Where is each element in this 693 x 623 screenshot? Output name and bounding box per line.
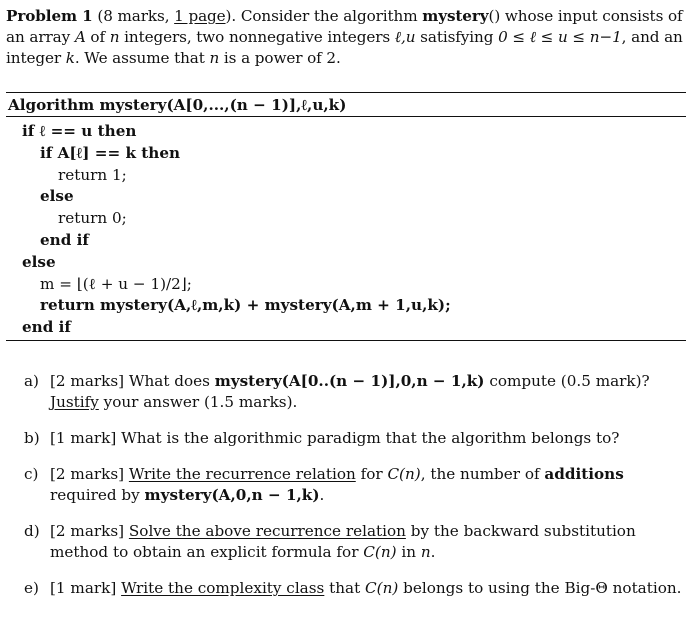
vars-l-u: ℓ,u [394, 28, 416, 46]
algo-line-7: else [22, 252, 56, 271]
problem-label: Problem 1 [6, 7, 93, 25]
question-b [24, 428, 684, 449]
var-n-2: n [209, 49, 220, 67]
question-text: . [319, 486, 325, 504]
algorithm-body [6, 117, 686, 343]
question-text: belongs to using the Big-Θ notation. [398, 579, 682, 597]
problem-text-4: integers, two nonnegative integers [119, 28, 395, 46]
question-text: in [396, 543, 421, 561]
question-text: . [430, 543, 436, 561]
question-a [24, 371, 684, 413]
question-d [24, 521, 684, 563]
problem-statement [6, 6, 686, 69]
question-text: [1 mark] What is the algorithmic paradigm that the algorithm belongs to? [50, 429, 620, 447]
question-text: compute (0.5 mark)? [484, 372, 650, 390]
question-label: c) [24, 465, 39, 483]
question-label: b) [24, 429, 40, 447]
question-e [24, 578, 684, 599]
problem-text-1: Consider the algorithm [236, 7, 423, 25]
question-math: C(n) [363, 543, 397, 561]
algo-line-2: if A[ℓ] == k then [40, 143, 181, 162]
algo-line-1: if ℓ == u then [22, 122, 137, 140]
question-text: , the number of [420, 465, 545, 483]
question-text: required by [50, 486, 145, 504]
algo-line-4: else [40, 187, 74, 206]
questions-list [24, 371, 684, 614]
algorithm-title: Algorithm mystery(A[0,...,(n − 1)],ℓ,u,k) [8, 96, 347, 114]
question-text: [2 marks] What does [50, 372, 215, 390]
algo-line-8: m = ⌊(ℓ + u − 1)/2⌋; [40, 274, 192, 293]
algo-line-6: end if [40, 230, 89, 249]
algo-line-9: return mystery(A,ℓ,m,k) + mystery(A,m + 1,u,k); [40, 296, 451, 315]
question-text: [1 mark] [50, 579, 122, 597]
var-A: A [74, 28, 86, 46]
question-text: that [324, 579, 366, 597]
var-k: k [65, 49, 75, 67]
question-math: n [420, 543, 431, 561]
algo-line-3: return 1; [58, 165, 127, 184]
question-c [24, 464, 684, 506]
var-n: n [109, 28, 120, 46]
page-limit-link: 1 page [174, 7, 226, 25]
algo-line-10: end if [22, 318, 71, 337]
question-text: for [355, 465, 388, 483]
section-divider [6, 340, 686, 341]
question-text: by the backward substitution method to obtain an explicit formula for [50, 522, 636, 561]
problem-text-8: is a power of 2. [219, 49, 341, 67]
algorithm-name: mystery [422, 7, 489, 25]
problem-text-6: , and an integer [6, 28, 683, 67]
problem-text-3: of [85, 28, 110, 46]
question-math: C(n) [365, 579, 399, 597]
question-text: your answer (1.5 marks). [98, 393, 298, 411]
algorithm-box [6, 92, 686, 343]
problem-text-7: . We assume that [74, 49, 210, 67]
problem-meta-pre: (8 marks, [92, 7, 175, 25]
question-underlined: Solve the above recurrence relation [128, 522, 406, 540]
question-underlined: Write the recurrence relation [128, 465, 356, 483]
question-bold: mystery(A,0,n − 1,k) [144, 486, 320, 504]
problem-text-2: () whose input consists of an array [6, 7, 683, 46]
question-bold: mystery(A[0..(n − 1)],0,n − 1,k) [214, 372, 485, 390]
question-label: d) [24, 522, 40, 540]
question-label: e) [24, 579, 39, 597]
question-text: [2 marks] [50, 522, 129, 540]
algo-line-5: return 0; [58, 209, 127, 228]
question-math: C(n) [387, 465, 421, 483]
question-bold: additions [544, 465, 624, 483]
question-text: [2 marks] [50, 465, 129, 483]
question-label: a) [24, 372, 39, 390]
question-underlined: Write the complexity class [121, 579, 325, 597]
problem-text-5: satisfying [415, 28, 499, 46]
question-underlined: Justify [50, 393, 99, 411]
problem-meta-post: ). [225, 7, 237, 25]
constraint: 0 ≤ ℓ ≤ u ≤ n−1 [498, 28, 622, 46]
